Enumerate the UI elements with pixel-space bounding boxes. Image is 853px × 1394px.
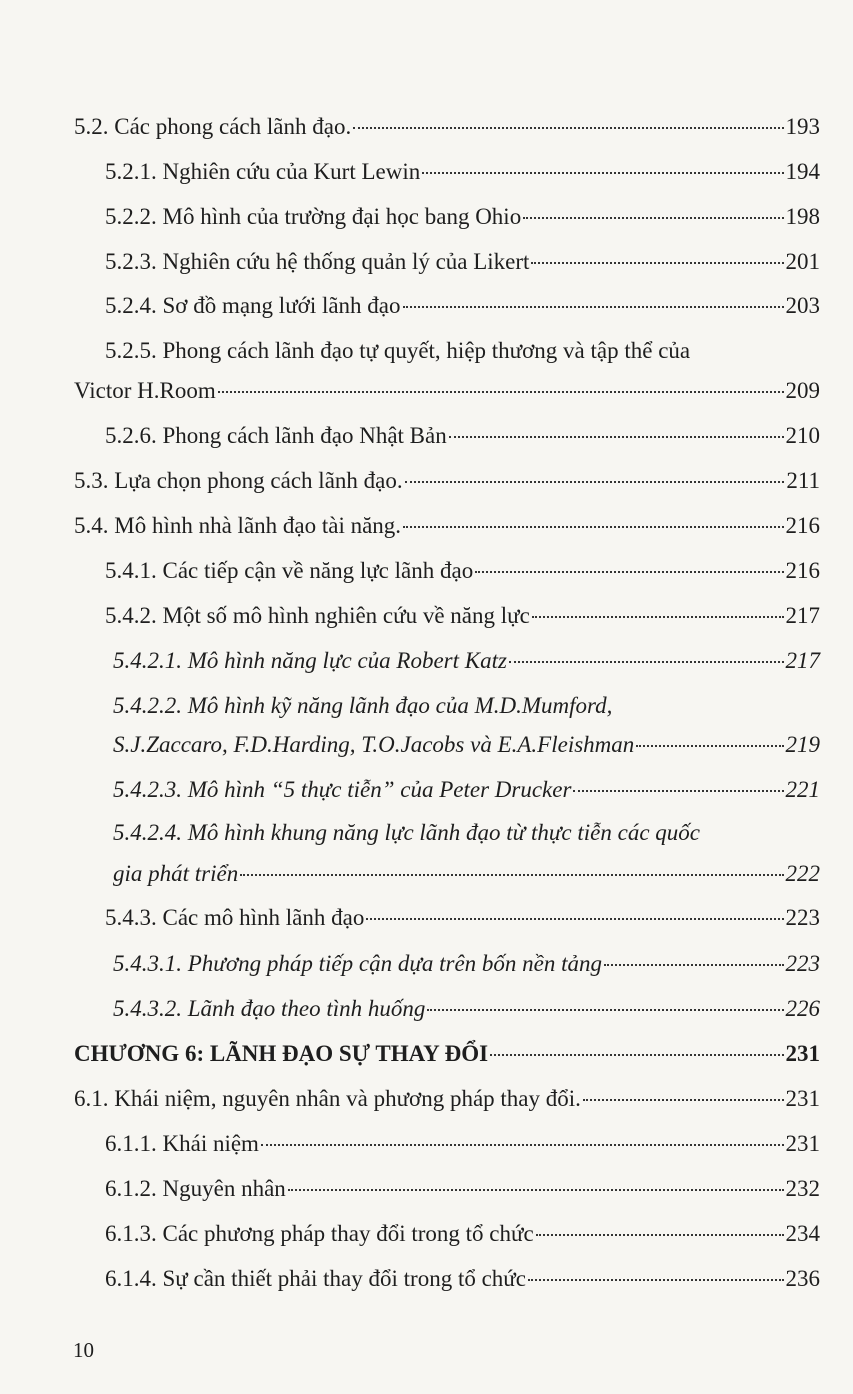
dot-leader	[427, 1009, 783, 1011]
dot-leader	[261, 1144, 784, 1146]
toc-entry	[74, 376, 820, 406]
toc-entry	[105, 903, 820, 933]
dot-leader	[532, 616, 784, 618]
toc-entry-page: 209	[785, 378, 820, 403]
toc-entry	[113, 994, 820, 1024]
toc-entry-page: 231	[785, 1041, 820, 1066]
toc-entry	[105, 1219, 820, 1249]
toc-entry	[74, 466, 820, 496]
toc-entry	[105, 202, 820, 232]
toc-entry	[105, 247, 820, 277]
dot-leader	[490, 1054, 783, 1056]
toc-chapter-entry	[74, 1039, 820, 1069]
toc-entry-page: 217	[785, 648, 820, 673]
toc-entry-page: 231	[785, 1086, 820, 1111]
toc-entry-title: 5.2.2. Mô hình của trường đại học bang Ohio	[105, 204, 522, 229]
dot-leader	[449, 436, 784, 438]
toc-entry	[105, 601, 820, 631]
toc-entry	[113, 775, 820, 805]
toc-entry	[113, 730, 820, 760]
toc-entry-title: 5.4.2.1. Mô hình năng lực của Robert Katz	[113, 648, 507, 673]
dot-leader	[422, 172, 783, 174]
toc-entry-title: 5.4.2.4. Mô hình khung năng lực lãnh đạo từ thực tiễn các quốc	[113, 820, 700, 845]
toc-entry-page: 221	[785, 777, 820, 802]
toc-entry-title-continued: S.J.Zaccaro, F.D.Harding, T.O.Jacobs và E.A.Fleishman	[113, 732, 635, 757]
dot-leader	[636, 745, 783, 747]
dot-leader	[573, 790, 783, 792]
dot-leader	[288, 1189, 784, 1191]
page-number: 10	[73, 1338, 94, 1362]
toc-entry-page: 210	[785, 423, 820, 448]
toc-entry-title: 5.4.2.2. Mô hình kỹ năng lãnh đạo của M.D.Mumford,	[113, 693, 613, 718]
toc-entry-title: 5.2.1. Nghiên cứu của Kurt Lewin	[105, 159, 421, 184]
dot-leader	[240, 874, 783, 876]
toc-entry-title: 5.2.3. Nghiên cứu hệ thống quản lý của Likert	[105, 249, 530, 274]
toc-entry-page: 234	[785, 1221, 820, 1246]
toc-entry-title: 5.4.2. Một số mô hình nghiên cứu về năng lực	[105, 603, 530, 628]
toc-entry-page: 223	[785, 905, 820, 930]
toc-entry-title: 5.2.6. Phong cách lãnh đạo Nhật Bản	[105, 423, 447, 448]
toc-entry-page: 232	[785, 1176, 820, 1201]
toc-entry-page: 216	[785, 558, 820, 583]
toc-entry-page: 203	[785, 293, 820, 318]
toc-entry-title: 5.2. Các phong cách lãnh đạo.	[74, 114, 352, 139]
dot-leader	[523, 217, 783, 219]
toc-entry-title: 6.1.3. Các phương pháp thay đổi trong tổ chức	[105, 1221, 534, 1246]
dot-leader	[528, 1279, 784, 1281]
toc-entry	[105, 1174, 820, 1204]
toc-entry-page: 217	[785, 603, 820, 628]
toc-entry-title: 5.2.4. Sơ đồ mạng lưới lãnh đạo	[105, 293, 401, 318]
dot-leader	[366, 918, 783, 920]
toc-entry-page: 236	[785, 1266, 820, 1291]
dot-leader	[536, 1234, 784, 1236]
toc-entry-title-continued: Victor H.Room	[74, 378, 216, 403]
toc-entry	[113, 646, 820, 676]
dot-leader	[475, 571, 783, 573]
toc-entry-page: 198	[785, 204, 820, 229]
toc-entry	[74, 1084, 820, 1114]
toc-entry-title: 6.1.1. Khái niệm	[105, 1131, 259, 1156]
toc-entry-title-continued: gia phát triển	[113, 861, 239, 886]
dot-leader	[218, 391, 784, 393]
toc-entry-title: 5.4.3. Các mô hình lãnh đạo	[105, 905, 365, 930]
dot-leader	[405, 481, 785, 483]
toc-entry-title: 5.4.2.3. Mô hình “5 thực tiễn” của Peter Drucker	[113, 777, 572, 802]
toc-entry-title: 5.4.3.2. Lãnh đạo theo tình huống	[113, 996, 426, 1021]
dot-leader	[583, 1099, 784, 1101]
toc-entry	[113, 859, 820, 889]
toc-entry	[74, 511, 820, 541]
toc-entry-page: 231	[785, 1131, 820, 1156]
toc-entry-title: 5.4.1. Các tiếp cận về năng lực lãnh đạo	[105, 558, 474, 583]
toc-entry-page: 211	[786, 468, 820, 493]
toc-entry-title: 5.3. Lựa chọn phong cách lãnh đạo.	[74, 468, 403, 493]
toc-entry-title: 5.4. Mô hình nhà lãnh đạo tài năng.	[74, 513, 402, 538]
toc-entry	[74, 112, 820, 142]
toc-entry-page: 216	[785, 513, 820, 538]
toc-entry-page: 226	[785, 996, 820, 1021]
dot-leader	[509, 661, 784, 663]
toc-entry-page: 222	[785, 861, 820, 886]
toc-entry-page: 194	[785, 159, 820, 184]
toc-entry-page: 201	[785, 249, 820, 274]
toc-entry-title: 5.4.3.1. Phương pháp tiếp cận dựa trên bốn nền tảng	[113, 951, 603, 976]
dot-leader	[531, 262, 783, 264]
toc-entry-title: CHƯƠNG 6: LÃNH ĐẠO SỰ THAY ĐỔI	[74, 1041, 489, 1066]
toc-entry-title: 6.1.4. Sự cần thiết phải thay đổi trong tổ chức	[105, 1266, 526, 1291]
dot-leader	[403, 306, 784, 308]
toc-entry-page: 193	[785, 114, 820, 139]
toc-entry-title: 6.1. Khái niệm, nguyên nhân và phương pháp thay đổi.	[74, 1086, 581, 1111]
toc-entry	[105, 421, 820, 451]
toc-entry-page: 219	[785, 732, 820, 757]
toc-entry	[105, 157, 820, 187]
toc-entry	[113, 949, 820, 979]
toc-entry-title: 6.1.2. Nguyên nhân	[105, 1176, 286, 1201]
dot-leader	[403, 526, 783, 528]
dot-leader	[353, 127, 783, 129]
toc-entry	[105, 1129, 820, 1159]
dot-leader	[604, 964, 783, 966]
toc-entry	[105, 1264, 820, 1294]
toc-entry	[105, 556, 820, 586]
toc-entry	[105, 291, 820, 321]
toc-entry-page: 223	[785, 951, 820, 976]
toc-entry-title: 5.2.5. Phong cách lãnh đạo tự quyết, hiệp thương và tập thể của	[105, 338, 691, 363]
